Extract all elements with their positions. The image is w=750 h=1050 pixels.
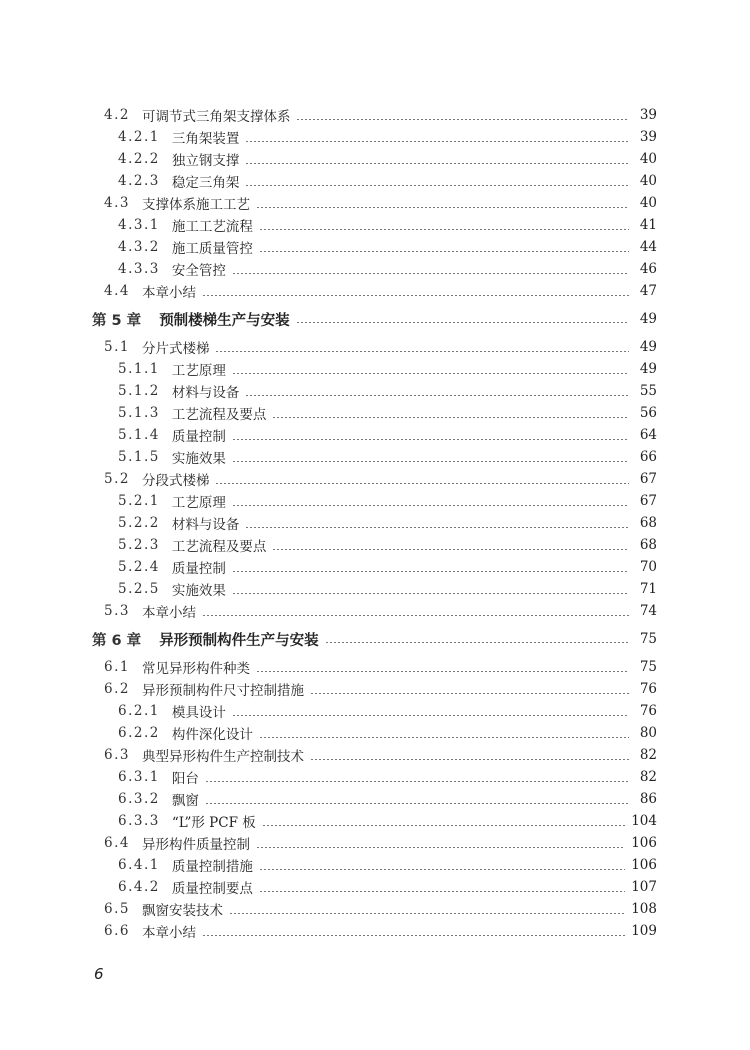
toc-entry-number: 6.4.1: [118, 857, 160, 873]
toc-dot-leader: [245, 527, 629, 528]
toc-subsection-entry[interactable]: [118, 447, 657, 467]
toc-entry-page: 49: [639, 339, 657, 355]
toc-entry-number: 5.1.3: [118, 405, 160, 421]
toc-dot-leader: [296, 322, 629, 323]
toc-entry-title: 异形预制构件生产与安装: [159, 632, 319, 649]
toc-entry-number: 6.2.2: [118, 725, 160, 741]
toc-dot-leader: [259, 869, 625, 870]
toc-entry-title: 阳台: [171, 771, 199, 787]
toc-entry-page: 76: [639, 681, 657, 697]
toc-dot-leader: [202, 615, 629, 616]
toc-entry-page: 46: [639, 261, 657, 277]
toc-entry-title: 飘窗: [171, 793, 199, 809]
toc-dot-leader: [245, 395, 629, 396]
toc-subsection-entry[interactable]: [118, 579, 657, 599]
toc-entry-number: 5.1.5: [118, 449, 160, 465]
toc-dot-leader: [272, 549, 629, 550]
toc-entry-page: 70: [639, 559, 657, 575]
toc-entry-page: 108: [631, 901, 657, 917]
toc-dot-leader: [259, 229, 629, 230]
toc-dot-leader: [259, 891, 625, 892]
toc-dot-leader: [259, 251, 629, 252]
toc-entry-page: 44: [639, 239, 657, 255]
toc-dot-leader: [256, 207, 629, 208]
toc-entry-title: 三角架装置: [171, 131, 240, 147]
toc-section-entry[interactable]: [104, 921, 657, 941]
toc-entry-number: 5.3: [104, 603, 130, 619]
toc-dot-leader: [272, 417, 629, 418]
toc-entry-page: 82: [639, 747, 657, 763]
toc-entry-number: 4.2.1: [118, 129, 160, 145]
toc-entry-number: 6.5: [104, 901, 130, 917]
toc-subsection-entry[interactable]: [118, 425, 657, 445]
toc-entry-number: 5.2.3: [118, 537, 160, 553]
toc-dot-leader: [232, 273, 629, 274]
toc-subsection-entry[interactable]: [118, 237, 657, 257]
toc-section-entry[interactable]: [104, 469, 657, 489]
toc-entry-number: 5.2.1: [118, 493, 160, 509]
toc-dot-leader: [232, 461, 629, 462]
toc-entry-number: 6.4: [104, 835, 130, 851]
toc-entry-title: 分段式楼梯: [141, 473, 210, 489]
toc-section-entry[interactable]: [104, 833, 657, 853]
toc-entry-number: 6.2: [104, 681, 130, 697]
toc-section-entry[interactable]: [104, 657, 657, 677]
toc-entry-number: 6.3: [104, 747, 130, 763]
toc-entry-title: 安全管控: [171, 263, 226, 279]
toc-dot-leader: [232, 439, 629, 440]
toc-entry-title: 典型异形构件生产控制技术: [141, 749, 304, 765]
toc-entry-title: 质量控制要点: [171, 881, 253, 897]
toc-entry-number: 4.3.2: [118, 239, 160, 255]
toc-chapter-entry[interactable]: [92, 629, 657, 649]
toc-entry-number: 6.2.1: [118, 703, 160, 719]
toc-entry-page: 66: [639, 449, 657, 465]
toc-entry-page: 86: [639, 791, 657, 807]
toc-dot-leader: [215, 483, 629, 484]
toc-entry-title: 本章小结: [141, 285, 196, 301]
toc-subsection-entry[interactable]: [118, 359, 657, 379]
toc-entry-page: 40: [639, 195, 657, 211]
toc-entry-page: 106: [631, 857, 657, 873]
toc-entry-page: 104: [631, 813, 657, 829]
toc-dot-leader: [205, 781, 629, 782]
toc-dot-leader: [232, 593, 629, 594]
toc-entry-title: 质量控制: [171, 561, 226, 577]
toc-entry-page: 39: [639, 129, 657, 145]
toc-entry-number: 第 6 章: [92, 632, 142, 649]
toc-subsection-entry[interactable]: [118, 855, 657, 875]
toc-subsection-entry[interactable]: [118, 259, 657, 279]
toc-entry-number: 4.2.3: [118, 173, 160, 189]
toc-entry-page: 109: [631, 923, 657, 939]
toc-entry-number: 6.4.2: [118, 879, 160, 895]
toc-entry-number: 4.3.1: [118, 217, 160, 233]
toc-dot-leader: [245, 163, 629, 164]
toc-subsection-entry[interactable]: [118, 171, 657, 191]
toc-subsection-entry[interactable]: [118, 701, 657, 721]
toc-entry-number: 4.2: [104, 107, 130, 123]
toc-subsection-entry[interactable]: [118, 149, 657, 169]
toc-section-entry[interactable]: [104, 337, 657, 357]
toc-entry-number: 6.3.1: [118, 769, 160, 785]
toc-entry-title: 本章小结: [141, 605, 196, 621]
toc-dot-leader: [232, 505, 629, 506]
toc-entry-number: 5.2.2: [118, 515, 160, 531]
toc-entry-title: 构件深化设计: [171, 727, 253, 743]
toc-section-entry[interactable]: [104, 745, 657, 765]
toc-entry-page: 80: [639, 725, 657, 741]
toc-entry-title: 可调节式三角架支撑体系: [141, 109, 291, 125]
toc-entry-title: 工艺流程及要点: [171, 539, 267, 555]
toc-entry-title: 预制楼梯生产与安装: [159, 312, 290, 329]
toc-subsection-entry[interactable]: [118, 877, 657, 897]
toc-subsection-entry[interactable]: [118, 535, 657, 555]
toc-subsection-entry[interactable]: [118, 215, 657, 235]
toc-entry-number: 4.2.2: [118, 151, 160, 167]
toc-subsection-entry[interactable]: [118, 381, 657, 401]
toc-entry-title: 支撑体系施工工艺: [141, 197, 250, 213]
toc-section-entry[interactable]: [104, 679, 657, 699]
toc-entry-page: 71: [639, 581, 657, 597]
toc-dot-leader: [259, 737, 629, 738]
toc-entry-page: 49: [639, 361, 657, 377]
toc-entry-page: 40: [639, 173, 657, 189]
toc-dot-leader: [310, 693, 629, 694]
toc-dot-leader: [215, 351, 629, 352]
toc-entry-page: 75: [639, 631, 657, 647]
toc-entry-page: 64: [639, 427, 657, 443]
toc-dot-leader: [245, 141, 629, 142]
toc-subsection-entry[interactable]: [118, 767, 657, 787]
toc-dot-leader: [232, 715, 629, 716]
toc-subsection-entry[interactable]: [118, 403, 657, 423]
toc-subsection-entry[interactable]: [118, 127, 657, 147]
toc-entry-number: 第 5 章: [92, 312, 142, 329]
toc-entry-page: 68: [639, 537, 657, 553]
toc-dot-leader: [232, 571, 629, 572]
toc-entry-page: 39: [639, 107, 657, 123]
toc-entry-title: 工艺流程及要点: [171, 407, 267, 423]
toc-entry-page: 67: [639, 471, 657, 487]
toc-section-entry[interactable]: [104, 105, 657, 125]
toc-entry-title: 材料与设备: [171, 517, 240, 533]
toc-chapter-entry[interactable]: [92, 309, 657, 329]
toc-entry-page: 76: [639, 703, 657, 719]
toc-subsection-entry[interactable]: [118, 811, 657, 831]
toc-entry-number: 5.2: [104, 471, 130, 487]
toc-entry-page: 56: [639, 405, 657, 421]
toc-entry-number: 5.1.2: [118, 383, 160, 399]
toc-entry-number: 6.3.3: [118, 813, 160, 829]
toc-dot-leader: [232, 373, 629, 374]
toc-entry-title: 材料与设备: [171, 385, 240, 401]
toc-entry-title: 实施效果: [171, 583, 226, 599]
toc-entry-number: 6.3.2: [118, 791, 160, 807]
toc-entry-title: 质量控制措施: [171, 859, 253, 875]
toc-entry-number: 4.3.3: [118, 261, 160, 277]
toc-dot-leader: [245, 185, 629, 186]
toc-entry-title: 稳定三角架: [171, 175, 240, 191]
toc-entry-title: 工艺原理: [171, 363, 226, 379]
toc-entry-number: 4.3: [104, 195, 130, 211]
toc-entry-title: 实施效果: [171, 451, 226, 467]
toc-entry-number: 5.1.1: [118, 361, 160, 377]
toc-dot-leader: [262, 825, 625, 826]
toc-section-entry[interactable]: [104, 193, 657, 213]
toc-entry-page: 67: [639, 493, 657, 509]
toc-entry-number: 5.2.4: [118, 559, 160, 575]
toc-subsection-entry[interactable]: [118, 491, 657, 511]
toc-dot-leader: [325, 642, 629, 643]
toc-entry-number: 5.2.5: [118, 581, 160, 597]
toc-dot-leader: [310, 759, 629, 760]
toc-entry-page: 82: [639, 769, 657, 785]
toc-subsection-entry[interactable]: [118, 557, 657, 577]
toc-entry-number: 5.1: [104, 339, 130, 355]
toc-dot-leader: [202, 295, 629, 296]
toc-dot-leader: [205, 803, 629, 804]
toc-entry-title: “L”形 PCF 板: [171, 815, 256, 831]
toc-entry-title: 异形构件质量控制: [141, 837, 250, 853]
toc-entry-page: 40: [639, 151, 657, 167]
toc-entry-title: 异形预制构件尺寸控制措施: [141, 683, 304, 699]
toc-section-entry[interactable]: [104, 601, 657, 621]
toc-subsection-entry[interactable]: [118, 513, 657, 533]
toc-dot-leader: [256, 847, 625, 848]
toc-entry-number: 6.6: [104, 923, 130, 939]
toc-entry-page: 55: [639, 383, 657, 399]
toc-entry-page: 68: [639, 515, 657, 531]
toc-dot-leader: [296, 119, 629, 120]
toc-entry-page: 49: [639, 311, 657, 327]
toc-entry-page: 75: [639, 659, 657, 675]
toc-dot-leader: [202, 935, 625, 936]
toc-entry-number: 4.4: [104, 283, 130, 299]
toc-entry-page: 107: [631, 879, 657, 895]
toc-entry-title: 质量控制: [171, 429, 226, 445]
toc-entry-title: 施工质量管控: [171, 241, 253, 257]
toc-entry-title: 工艺原理: [171, 495, 226, 511]
toc-entry-page: 41: [639, 217, 657, 233]
toc-dot-leader: [229, 913, 625, 914]
toc-entry-title: 独立钢支撑: [171, 153, 240, 169]
toc-entry-title: 分片式楼梯: [141, 341, 210, 357]
page-number: 6: [94, 965, 104, 983]
toc-entry-title: 模具设计: [171, 705, 226, 721]
toc-entry-page: 106: [631, 835, 657, 851]
toc-entry-page: 74: [639, 603, 657, 619]
toc-dot-leader: [256, 671, 629, 672]
toc-entry-title: 施工工艺流程: [171, 219, 253, 235]
toc-subsection-entry[interactable]: [118, 723, 657, 743]
toc-entry-title: 常见异形构件种类: [141, 661, 250, 677]
toc-entry-title: 飘窗安装技术: [141, 903, 223, 919]
toc-entry-number: 5.1.4: [118, 427, 160, 443]
toc-subsection-entry[interactable]: [118, 789, 657, 809]
toc-entry-title: 本章小结: [141, 925, 196, 941]
toc-entry-number: 6.1: [104, 659, 130, 675]
toc-section-entry[interactable]: [104, 899, 657, 919]
toc-entry-page: 47: [639, 283, 657, 299]
toc-section-entry[interactable]: [104, 281, 657, 301]
